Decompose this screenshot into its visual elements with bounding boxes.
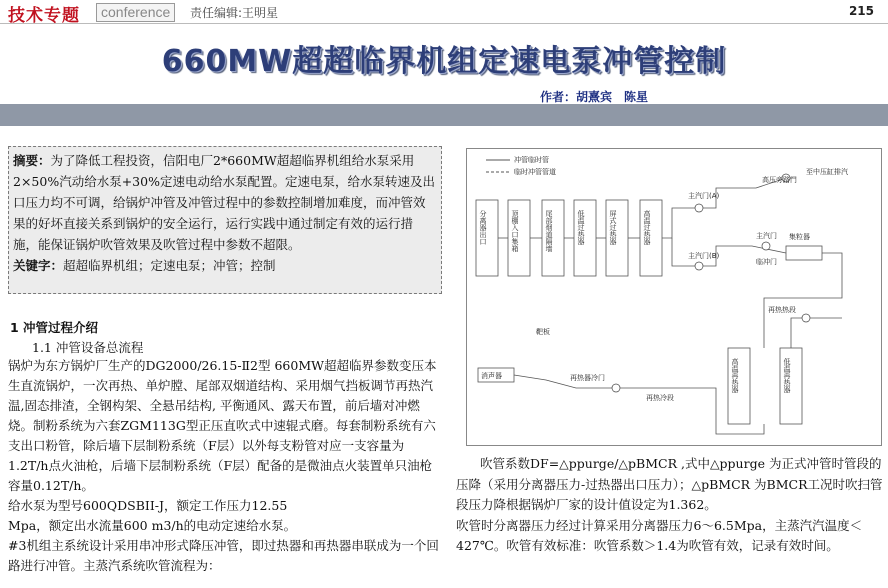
diagram-label: 再热器冷门 [570,374,605,382]
box-label: 分离器出口 [479,210,487,245]
purge-flow-diagram [466,148,882,446]
box-collector [786,246,822,260]
body-paragraph: Mpa，额定出水流量600 m3/h的电动定速给水泵。 [8,518,297,533]
abstract-text: 为了降低工程投资，信阳电厂2*660MW超超临界机组给水泵采用2×50%汽动给水泵+30%定速电动给水泵配置。定速电泵，给水泵转速及出口压力均不可调，给锅炉冲管及冲管过程中的参数控制增加难度，而冲管效果的好坏直接关系到锅炉的安全运行，运行实践中通过制定有效的运行措施，能保证锅炉吹管效果及吹管过程中参数不超限。 [13,153,435,252]
legend-label: 冲管临时管 [514,156,549,164]
box-label: 尾部烟道隔墙 [545,210,553,252]
box-label: 顶棚入口集箱 [511,210,519,252]
section-heading: 1 冲管过程介绍 [10,320,99,335]
diagram-label: 主汽门(A) [688,192,720,200]
valve-icon [695,204,703,212]
page-number: 215 [848,4,874,18]
diagram-label: 主汽门 [756,232,777,240]
diagram-label: 靶板 [536,328,550,336]
page-header [0,0,888,24]
diagram-label: 主汽门(B) [688,252,720,260]
valve-icon [695,262,703,270]
box-label: 屏式过热器 [609,210,617,245]
diagram-label: 临冲门 [756,258,777,266]
keywords-label: 关键字： [13,258,64,273]
title-band [0,104,888,126]
body-paragraph: 锅炉为东方锅炉厂生产的DG2000/26.15-Ⅱ2型 660MW超超临界参数变压本生直流锅炉，一次再热、单炉膛、尾部双烟道结构、采用烟气挡板调节再热汽温,固态排渣，全钢构架、全悬吊结构, 平衡通风、露天布置，前后墙对冲燃烧。制粉系统为六套ZGM113G型正压直吹式中速辊式磨。每套制粉系统有六支出口粉管，除后墙下层制粉系统（F层）以外每支粉管对应一支容量为1.2T/h点火油枪，后墙下层制粉系统（F层）配备的是微油点火装置单只油枪容量0.12T/h。 [8,358,437,493]
body-paragraph: 给水泵为型号600QDSBII-J，额定工作压力12.55 [8,498,288,513]
keywords-text: 超超临界机组；定速电泵；冲管；控制 [63,258,276,273]
subsection-heading: 1.1 冲管设备总流程 [32,340,144,355]
box-label: 高温过热器 [643,210,651,245]
box-label: 高温再热器 [731,358,739,393]
diagram-label: 再热热段 [768,306,796,314]
article-title: 660MW超超临界机组定速电泵冲管控制 [161,44,727,79]
body-paragraph: 吹管时分离器压力经过计算采用分离器压力6～6.5Mpa，主蒸汽汽温度＜427℃。吹管有效标准：吹管系数＞1.4为吹管有效，记录有效时间。 [456,517,863,553]
diagram-label: 高压旁路门 [762,176,797,184]
diagram-label: 至中压缸排汽 [806,168,848,176]
flow-diagram-svg [466,148,882,446]
abstract-label: 摘要： [13,153,51,168]
section-label: 技术专题 [8,6,80,26]
diagram-label: 消声器 [481,372,502,380]
valve-icon [612,384,620,392]
box-label: 低温过热器 [577,210,585,245]
legend-label: 临时冲管管道 [514,168,556,176]
abstract-box [8,146,442,294]
body-paragraph: #3机组主系统设计采用串冲形式降压冲管，即过热器和再热器串联成为一个回路进行冲管。主蒸汽系统吹管流程为： [8,538,439,573]
valve-icon [802,314,810,322]
left-body-text [8,356,442,576]
diagram-label: 集粒器 [789,233,810,241]
article-authors: 作者：胡熹宾 陈星 [540,90,649,104]
body-paragraph: 吹管系数DF=△ppurge/△pBMCR ,式中△ppurge 为正式冲管时管段的压降（采用分离器压力-过热器出口压力）；△pBMCR 为BMCR工况时吹扫管段压力降根据锅炉厂家的设计值设定为1.362。 [456,456,883,512]
right-body-text [456,454,886,557]
box-label: 低温再热器 [783,358,791,393]
diagram-label: 再热冷段 [646,394,674,402]
valve-icon [762,242,770,250]
editor-credit: 责任编辑:王明星 [190,6,279,20]
conference-label: conference [96,3,175,22]
